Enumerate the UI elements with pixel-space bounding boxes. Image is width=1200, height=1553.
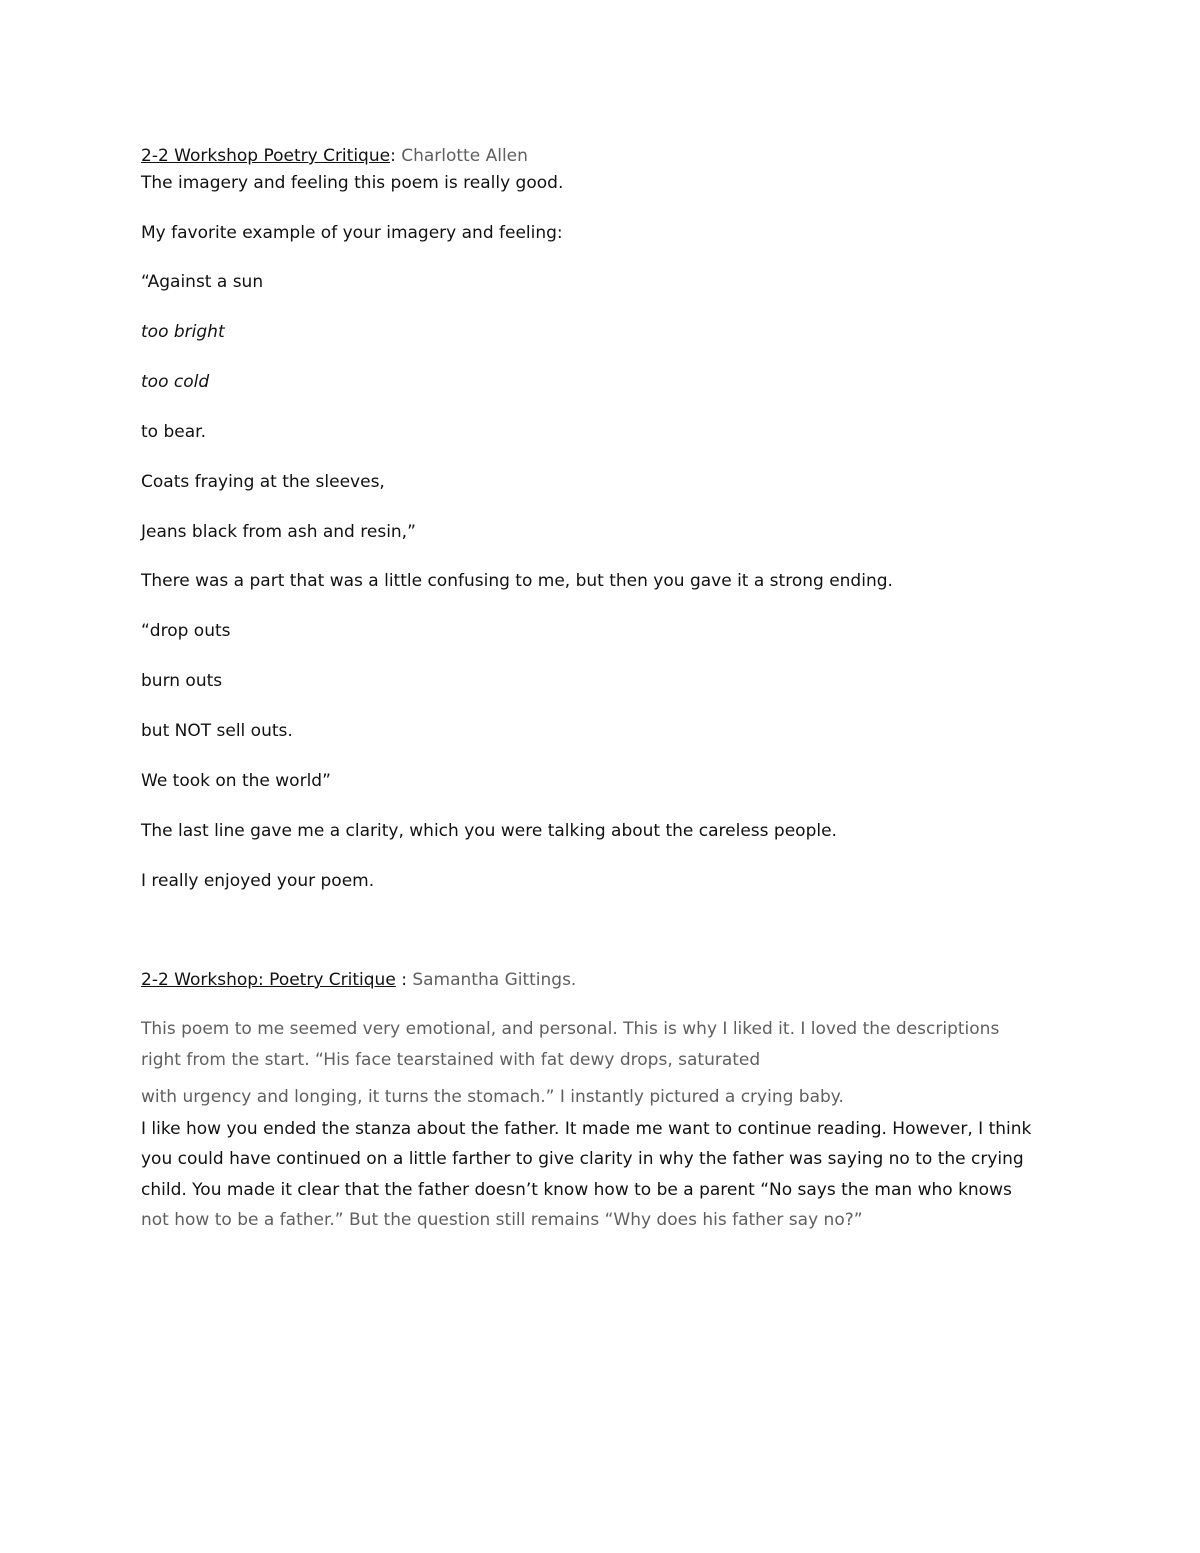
critique-2-paragraph-line: you could have continued on a little farther to give clarity in why the father was saying no to the crying <box>141 1149 1024 1169</box>
critique-2-author: Samantha Gittings. <box>406 970 577 990</box>
critique-2-paragraph-line: I like how you ended the stanza about the father. It made me want to continue reading. However, I think <box>141 1119 1032 1139</box>
critique-1-paragraph: I really enjoyed your poem. <box>141 871 375 891</box>
critique-1-paragraph: The imagery and feeling this poem is really good. <box>141 173 564 193</box>
critique-1-title-colon: : <box>390 146 396 166</box>
quote-2-line: We took on the world” <box>141 771 331 791</box>
quote-1-line: Jeans black from ash and resin,” <box>141 522 416 542</box>
critique-2-paragraph-line: child. You made it clear that the father doesn’t know how to be a parent “No says the man who knows <box>141 1180 1012 1200</box>
quote-1-line: Coats fraying at the sleeves, <box>141 472 385 492</box>
quote-1-line: too bright <box>141 322 225 342</box>
critique-2-title-colon: : <box>395 970 407 990</box>
critique-1-paragraph: There was a part that was a little confusing to me, but then you gave it a strong ending. <box>141 571 893 591</box>
critique-1-paragraph: The last line gave me a clarity, which you were talking about the careless people. <box>141 821 837 841</box>
critique-2-heading-line <box>141 969 576 991</box>
critique-1-author: Charlotte Allen <box>395 146 528 166</box>
quote-1-line: “Against a sun <box>141 272 264 292</box>
quote-1-line: too cold <box>141 372 210 392</box>
quote-2-line: but NOT sell outs. <box>141 721 293 741</box>
critique-1-title: 2-2 Workshop Poetry Critique <box>141 146 391 166</box>
critique-1-paragraph: My favorite example of your imagery and feeling: <box>141 223 563 243</box>
quote-2-line: burn outs <box>141 671 223 691</box>
critique-2-paragraph-line: not how to be a father.” But the question still remains “Why does his father say no?” <box>141 1210 863 1230</box>
critique-2-paragraph-line: with urgency and longing, it turns the stomach.” I instantly pictured a crying baby. <box>141 1087 844 1107</box>
critique-2-paragraph-line: This poem to me seemed very emotional, and personal. This is why I liked it. I loved the descriptions <box>141 1019 1000 1039</box>
critique-2-title: 2-2 Workshop: Poetry Critique <box>141 970 396 990</box>
critique-2-paragraph-line: right from the start. “His face tearstained with fat dewy drops, saturated <box>141 1050 761 1070</box>
quote-2-line: “drop outs <box>141 621 231 641</box>
quote-1-line: to bear. <box>141 422 206 442</box>
critique-1-heading-line <box>141 145 528 167</box>
